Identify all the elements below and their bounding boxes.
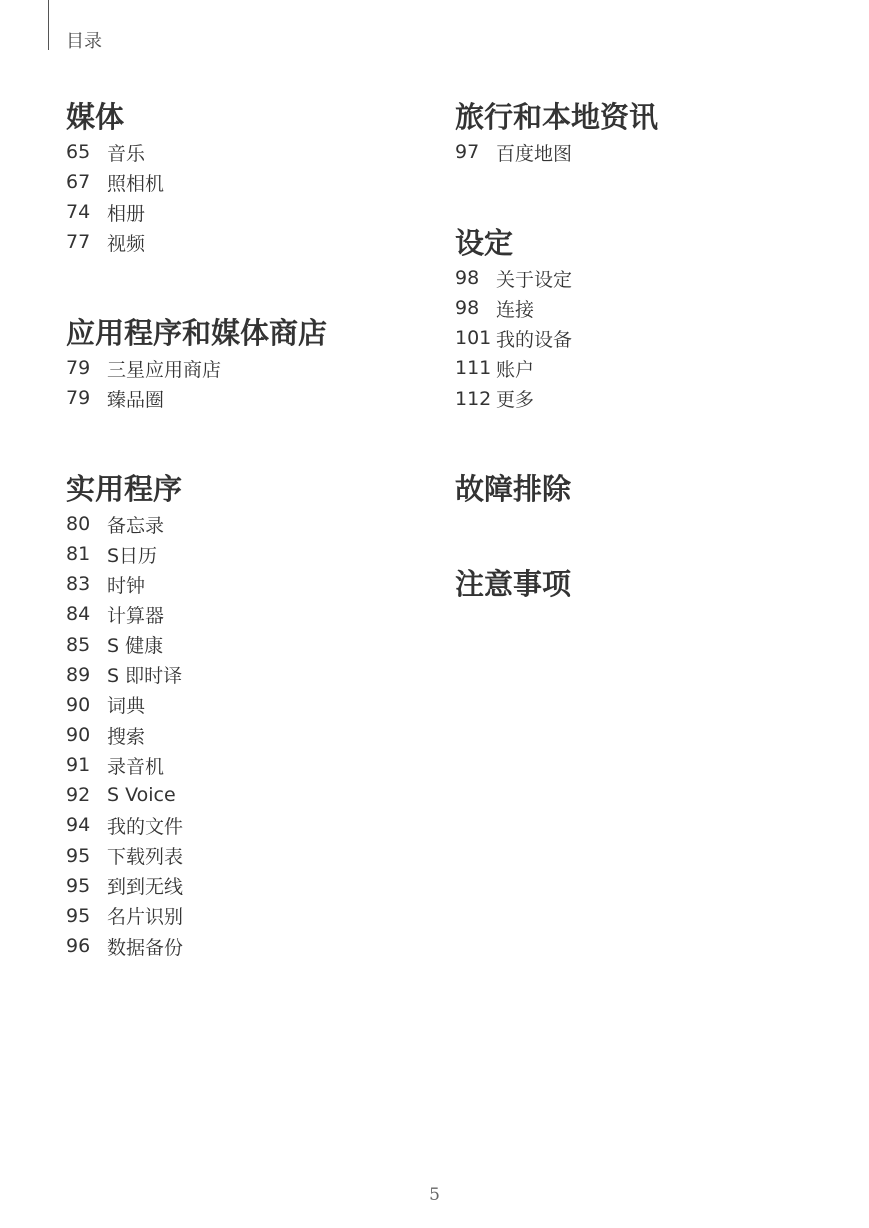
section-travel [455, 99, 815, 167]
section-title: 故障排除 [455, 472, 572, 506]
entry-label: S 健康 [107, 635, 164, 658]
entry-page: 98 [455, 267, 480, 290]
entry-label: 下载列表 [107, 846, 184, 869]
entry-label: 录音机 [107, 755, 165, 778]
entry-page: 90 [66, 724, 91, 747]
entry-page: 112 [455, 387, 492, 410]
section-utilities [66, 471, 426, 961]
toc-entry[interactable] [66, 197, 426, 227]
toc-entry[interactable] [66, 167, 426, 197]
toc-entry[interactable] [455, 137, 815, 167]
entry-label: S日历 [107, 544, 158, 567]
entry-list [66, 137, 426, 258]
entry-page: 80 [66, 513, 91, 536]
entry-page: 95 [66, 844, 91, 867]
toc-entry[interactable] [66, 780, 426, 810]
entry-page: 65 [66, 141, 91, 164]
entry-label: 搜索 [107, 725, 146, 748]
entry-label: 到到无线 [107, 876, 184, 899]
entry-label: 名片识别 [107, 906, 184, 929]
entry-page: 96 [66, 935, 91, 958]
entry-label: 数据备份 [107, 936, 184, 959]
entry-page: 89 [66, 663, 91, 686]
header-rule [48, 0, 49, 50]
section-app-stores [66, 315, 426, 413]
section-title: 应用程序和媒体商店 [66, 316, 328, 350]
section-title: 实用程序 [66, 472, 183, 506]
entry-page: 92 [66, 784, 91, 807]
entry-page: 81 [66, 543, 91, 566]
toc-entry[interactable] [66, 227, 426, 257]
entry-label: 时钟 [107, 574, 146, 597]
section-title: 注意事项 [455, 567, 572, 601]
section-settings [455, 225, 815, 414]
entry-page: 85 [66, 633, 91, 656]
toc-entry[interactable] [455, 384, 815, 414]
entry-list [455, 263, 815, 414]
toc-entry[interactable] [66, 353, 426, 383]
entry-page: 101 [455, 327, 492, 350]
entry-label: S 即时译 [107, 665, 183, 688]
toc-entry[interactable] [66, 750, 426, 780]
entry-page: 79 [66, 357, 91, 380]
toc-entry[interactable] [66, 720, 426, 750]
entry-page: 74 [66, 201, 91, 224]
toc-entry[interactable] [66, 383, 426, 413]
toc-entry[interactable] [66, 810, 426, 840]
section-title: 媒体 [66, 100, 125, 134]
entry-label: 我的文件 [107, 815, 184, 838]
entry-label: S Voice [107, 784, 176, 807]
toc-entry[interactable] [66, 569, 426, 599]
entry-list [66, 509, 426, 961]
entry-label: 音乐 [107, 142, 146, 165]
toc-entry[interactable] [455, 263, 815, 293]
entry-label: 关于设定 [496, 268, 573, 291]
entry-page: 94 [66, 814, 91, 837]
toc-entry[interactable] [66, 841, 426, 871]
entry-label: 视频 [107, 232, 146, 255]
entry-page: 98 [455, 297, 480, 320]
entry-page: 91 [66, 754, 91, 777]
entry-page: 83 [66, 573, 91, 596]
toc-entry[interactable] [66, 901, 426, 931]
entry-label: 三星应用商店 [107, 358, 222, 381]
entry-label: 我的设备 [496, 328, 573, 351]
entry-label: 连接 [496, 298, 535, 321]
entry-label: 臻品圈 [107, 388, 165, 411]
entry-label: 更多 [496, 389, 535, 412]
entry-page: 111 [455, 357, 492, 380]
section-title: 设定 [455, 226, 514, 260]
toc-entry[interactable] [455, 293, 815, 323]
entry-label: 照相机 [107, 172, 165, 195]
toc-entry[interactable] [66, 599, 426, 629]
toc-entry[interactable] [455, 323, 815, 353]
entry-label: 计算器 [107, 604, 165, 627]
header-title: 目录 [66, 31, 102, 52]
entry-page: 79 [66, 387, 91, 410]
entry-list [455, 137, 815, 167]
entry-label: 备忘录 [107, 514, 165, 537]
toc-entry[interactable] [66, 630, 426, 660]
entry-page: 97 [455, 141, 480, 164]
section-media [66, 99, 426, 258]
toc-entry[interactable] [66, 137, 426, 167]
toc-entry[interactable] [66, 931, 426, 961]
section-title: 旅行和本地资讯 [455, 100, 659, 134]
entry-label: 相册 [107, 202, 146, 225]
section-troubleshooting[interactable] [455, 471, 815, 507]
toc-entry[interactable] [455, 353, 815, 383]
entry-page: 90 [66, 693, 91, 716]
toc-entry[interactable] [66, 660, 426, 690]
toc-entry[interactable] [66, 539, 426, 569]
entry-label: 账户 [496, 358, 535, 381]
entry-list [66, 353, 426, 413]
section-safety-notes[interactable] [455, 566, 815, 602]
toc-entry[interactable] [66, 871, 426, 901]
entry-label: 词典 [107, 695, 146, 718]
entry-page: 84 [66, 603, 91, 626]
entry-page: 95 [66, 904, 91, 927]
toc-entry[interactable] [66, 509, 426, 539]
entry-page: 67 [66, 171, 91, 194]
toc-entry[interactable] [66, 690, 426, 720]
entry-page: 77 [66, 231, 91, 254]
page-number: 5 [429, 1185, 440, 1205]
entry-label: 百度地图 [496, 142, 573, 165]
entry-page: 95 [66, 874, 91, 897]
